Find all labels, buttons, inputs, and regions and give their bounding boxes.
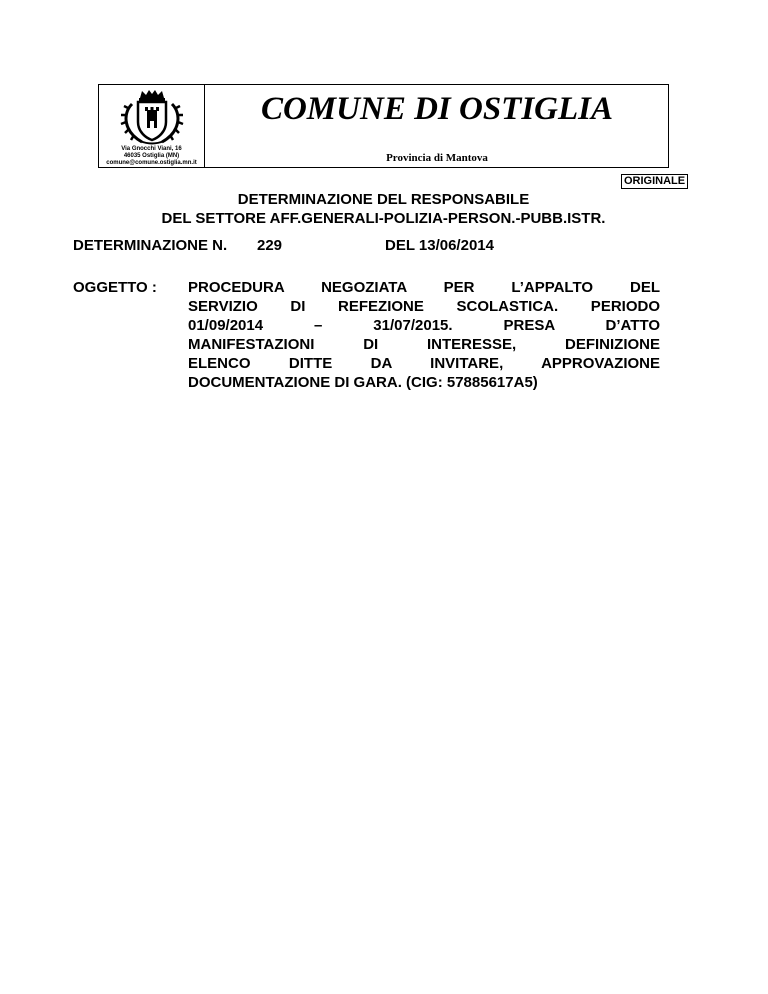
address-block xyxy=(99,146,204,167)
responsabile-line-2: DEL SETTORE AFF.GENERALI-POLIZIA-PERSON.-PUBB.ISTR. xyxy=(161,210,606,227)
subject-line: PROCEDURA NEGOZIATA PER L’APPALTO DEL xyxy=(188,279,660,296)
subject-text xyxy=(188,278,660,392)
subject-line: 01/09/2014 – 31/07/2015. PRESA D’ATTO xyxy=(188,317,660,334)
subject-line: ELENCO DITTE DA INVITARE, APPROVAZIONE xyxy=(188,355,660,372)
responsabile-heading xyxy=(98,190,669,228)
subject-line: MANIFESTAZIONI DI INTERESSE, DEFINIZIONE xyxy=(188,336,660,353)
determination-number-label: DETERMINAZIONE N. xyxy=(73,237,228,254)
subject-label: OGGETTO : xyxy=(73,279,157,296)
address-city: 46035 Ostiglia (MN) xyxy=(123,153,180,159)
responsabile-line-1: DETERMINAZIONE DEL RESPONSABILE xyxy=(237,191,530,208)
determination-number: 229 xyxy=(257,237,283,254)
original-badge: ORIGINALE xyxy=(621,174,688,189)
province-name: Provincia di Mantova xyxy=(386,152,488,164)
subject-line: SERVIZIO DI REFEZIONE SCOLASTICA. PERIODO xyxy=(188,298,660,315)
municipality-title: COMUNE DI OSTIGLIA xyxy=(260,91,614,127)
subject-line: DOCUMENTAZIONE DI GARA. (CIG: 57885617A5) xyxy=(188,374,538,391)
determination-date: DEL 13/06/2014 xyxy=(385,237,494,254)
crest-cell xyxy=(99,85,205,167)
letterhead xyxy=(98,84,669,168)
address-email: comune@comune.ostiglia.mn.it xyxy=(106,160,197,166)
address-street: Via Gnocchi Viani, 16 xyxy=(121,146,182,152)
coat-of-arms-icon xyxy=(118,88,186,146)
